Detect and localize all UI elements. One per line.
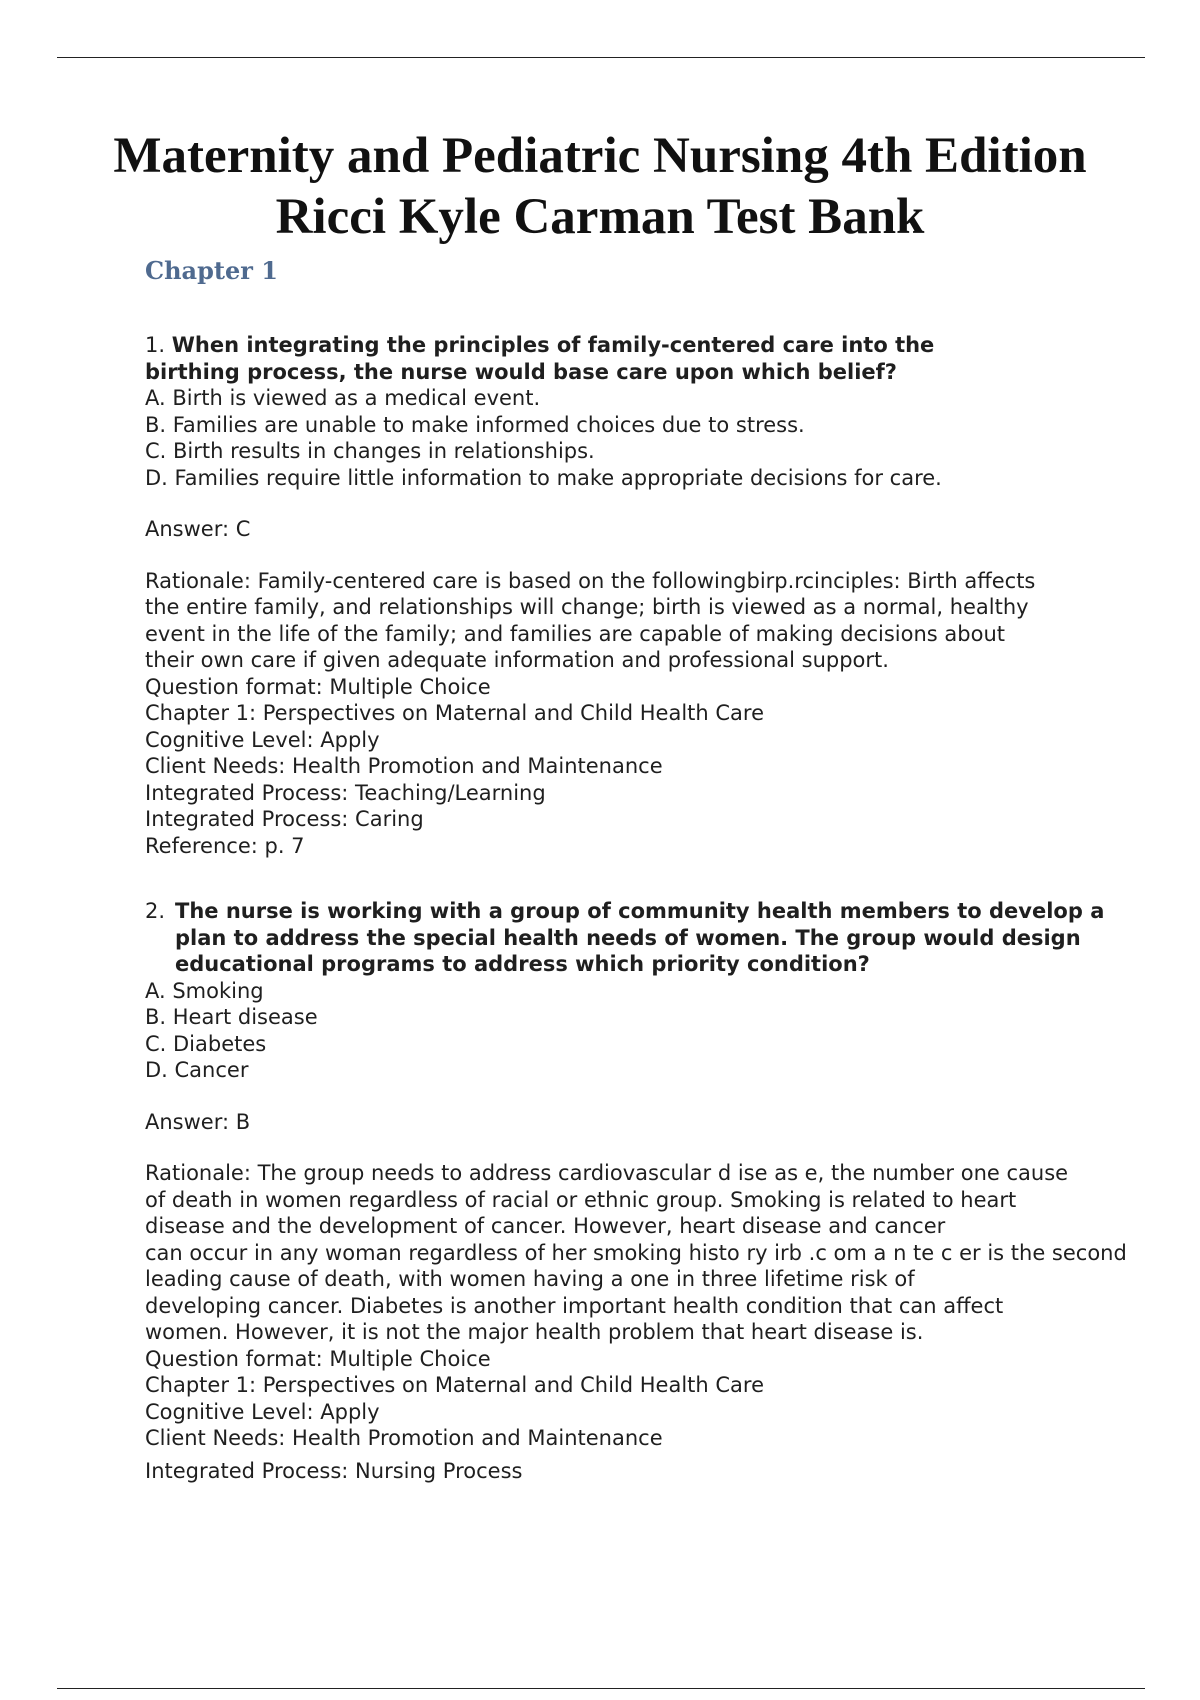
question-2-option-d: D. Cancer (145, 1058, 249, 1082)
chapter-heading: Chapter 1 (145, 256, 278, 285)
question-1-rationale-line: their own care if given adequate information and professional support. (145, 648, 889, 672)
question-1-option-c: C. Birth results in changes in relationships. (145, 439, 595, 463)
question-2-number: 2. (145, 899, 166, 923)
question-2-metadata (145, 1346, 1145, 1485)
question-1-option-b: B. Families are unable to make informed choices due to stress. (145, 412, 805, 437)
question-2-rationale-line: of death in women regardless of racial or ethnic group. Smoking is related to heart (145, 1187, 1017, 1212)
page-reference: Reference: p. 7 (145, 833, 305, 858)
question-2-option-a: A. Smoking (145, 978, 264, 1003)
question-1-stem-line-1: When integrating the principles of family-centered care into the (171, 333, 935, 357)
bottom-divider (57, 1688, 1145, 1689)
integrated-process: Integrated Process: Teaching/Learning (145, 780, 546, 805)
question-1-option-a: A. Birth is viewed as a medical event. (145, 386, 541, 410)
question-2-answer: Answer: B (145, 1109, 251, 1134)
question-2-stem (145, 898, 1145, 978)
question-2-option-c: C. Diabetes (145, 1031, 267, 1056)
question-1-rationale (145, 568, 1145, 674)
question-2 (145, 898, 1145, 1484)
question-1-rationale-line: the entire family, and relationships will change; birth is viewed as a normal, healthy (145, 595, 1029, 619)
client-needs: Client Needs: Health Promotion and Maintenance (145, 754, 663, 778)
question-2-rationale-line: leading cause of death, with women having a one in three lifetime risk of (145, 1267, 915, 1291)
question-1-answer: Answer: C (145, 517, 251, 541)
question-1-number: 1. (145, 333, 166, 357)
question-1-rationale-line: Rationale: Family-centered care is based on the followingbirp.rcinciples: Birth affects (145, 568, 1036, 593)
client-needs: Client Needs: Health Promotion and Maintenance (145, 1426, 663, 1450)
question-1-rationale-line: event in the life of the family; and families are capable of making decisions about (145, 621, 1005, 646)
question-1-stem (145, 332, 1145, 385)
question-2-rationale-line: developing cancer. Diabetes is another important health condition that can affect (145, 1293, 1004, 1318)
top-divider (57, 57, 1145, 58)
document-title (60, 126, 1140, 248)
question-2-rationale-line: women. However, it is not the major health problem that heart disease is. (145, 1320, 924, 1344)
cognitive-level: Cognitive Level: Apply (145, 727, 380, 752)
integrated-process: Integrated Process: Nursing Process (145, 1458, 523, 1483)
question-1 (145, 332, 1145, 859)
question-1-stem-line-2: birthing process, the nurse would base care upon which belief? (145, 359, 897, 384)
title-line-1: Maternity and Pediatric Nursing 4th Edition (113, 128, 1087, 184)
question-2-option-b: B. Heart disease (145, 1005, 318, 1029)
chapter-reference: Chapter 1: Perspectives on Maternal and Child Health Care (145, 701, 764, 725)
question-2-rationale-line: disease and the development of cancer. However, heart disease and cancer (145, 1214, 946, 1238)
question-2-rationale-line: Rationale: The group needs to address cardiovascular d ise as e, the number one cause (145, 1161, 1069, 1185)
integrated-process: Integrated Process: Caring (145, 807, 424, 831)
chapter-reference: Chapter 1: Perspectives on Maternal and Child Health Care (145, 1373, 764, 1397)
question-2-rationale (145, 1160, 1145, 1346)
question-2-stem-text: The nurse is working with a group of community health members to develop a plan to address the special health needs of women. The group would design educational programs to address which priority condition? (175, 899, 1105, 976)
question-format: Question format: Multiple Choice (145, 674, 491, 699)
cognitive-level: Cognitive Level: Apply (145, 1399, 380, 1424)
question-1-metadata (145, 674, 1145, 860)
question-1-option-d: D. Families require little information to make appropriate decisions for care. (145, 465, 942, 490)
question-format: Question format: Multiple Choice (145, 1346, 491, 1371)
title-line-2: Ricci Kyle Carman Test Bank (275, 189, 925, 245)
question-2-rationale-line: can occur in any woman regardless of her smoking histo ry irb .c om a n te c er is the second (145, 1240, 1127, 1265)
